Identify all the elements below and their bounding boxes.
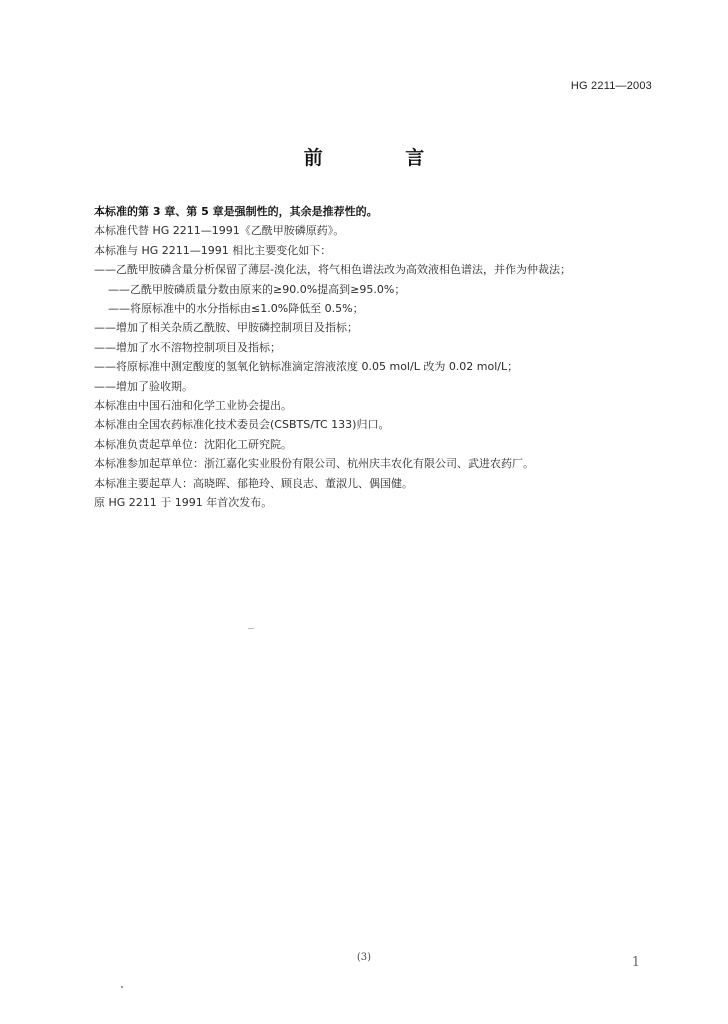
change-item: ——将原标准中的水分指标由≤1.0%降低至 0.5%； [108,302,364,316]
change-item: ——将原标准中测定酸度的氢氧化钠标准滴定溶液浓度 0.05 mol/L 改为 0.02 mol/L； [94,360,519,374]
page-number: 1 [631,955,640,970]
paragraph-changes-intro: 本标准与 HG 2211—1991 相比主要变化如下： [94,243,332,257]
standard-number: HG 2211—2003 [570,80,652,92]
paragraph-first-published: 原 HG 2211 于 1991 年首次发布。 [94,496,273,510]
paragraph-mandatory-chapters: 本标准的第 3 章、第 5 章是强制性的，其余是推荐性的。 [94,205,378,218]
paragraph-main-drafters: 本标准主要起草人：高晓晖、郁艳玲、顾良志、董淑儿、偶国健。 [94,476,413,490]
change-item: ——乙酰甲胺磷质量分数由原来的≥90.0%提高到≥95.0%； [108,282,406,296]
paragraph-participating-units: 本标准参加起草单位：浙江嘉化实业股份有限公司、杭州庆丰农化有限公司、武进农药厂。 [94,457,534,471]
change-item: ——增加了相关杂质乙酰胺、甲胺磷控制项目及指标； [94,321,358,335]
paragraph-technical-committee: 本标准由全国农药标准化技术委员会(CSBTS/TC 133)归口。 [94,418,390,432]
paragraph-proposed-by: 本标准由中国石油和化学工业协会提出。 [94,399,292,413]
change-item: ——增加了水不溶物控制项目及指标； [94,340,281,354]
page-code: (3) [356,952,372,963]
change-item: ——乙酰甲胺磷含量分析保留了薄层-溴化法，将气相色谱法改为高效液相色谱法，并作为仲裁法； [94,263,571,277]
scan-speck [121,986,123,988]
change-item: ——增加了验收期。 [94,379,193,393]
page-title: 前 言 [303,147,463,169]
paragraph-drafting-unit: 本标准负责起草单位：沈阳化工研究院。 [94,437,292,451]
scan-speck [248,628,254,629]
paragraph-replaces: 本标准代替 HG 2211—1991《乙酰甲胺磷原药》。 [94,224,345,238]
foreword-body [94,202,674,513]
